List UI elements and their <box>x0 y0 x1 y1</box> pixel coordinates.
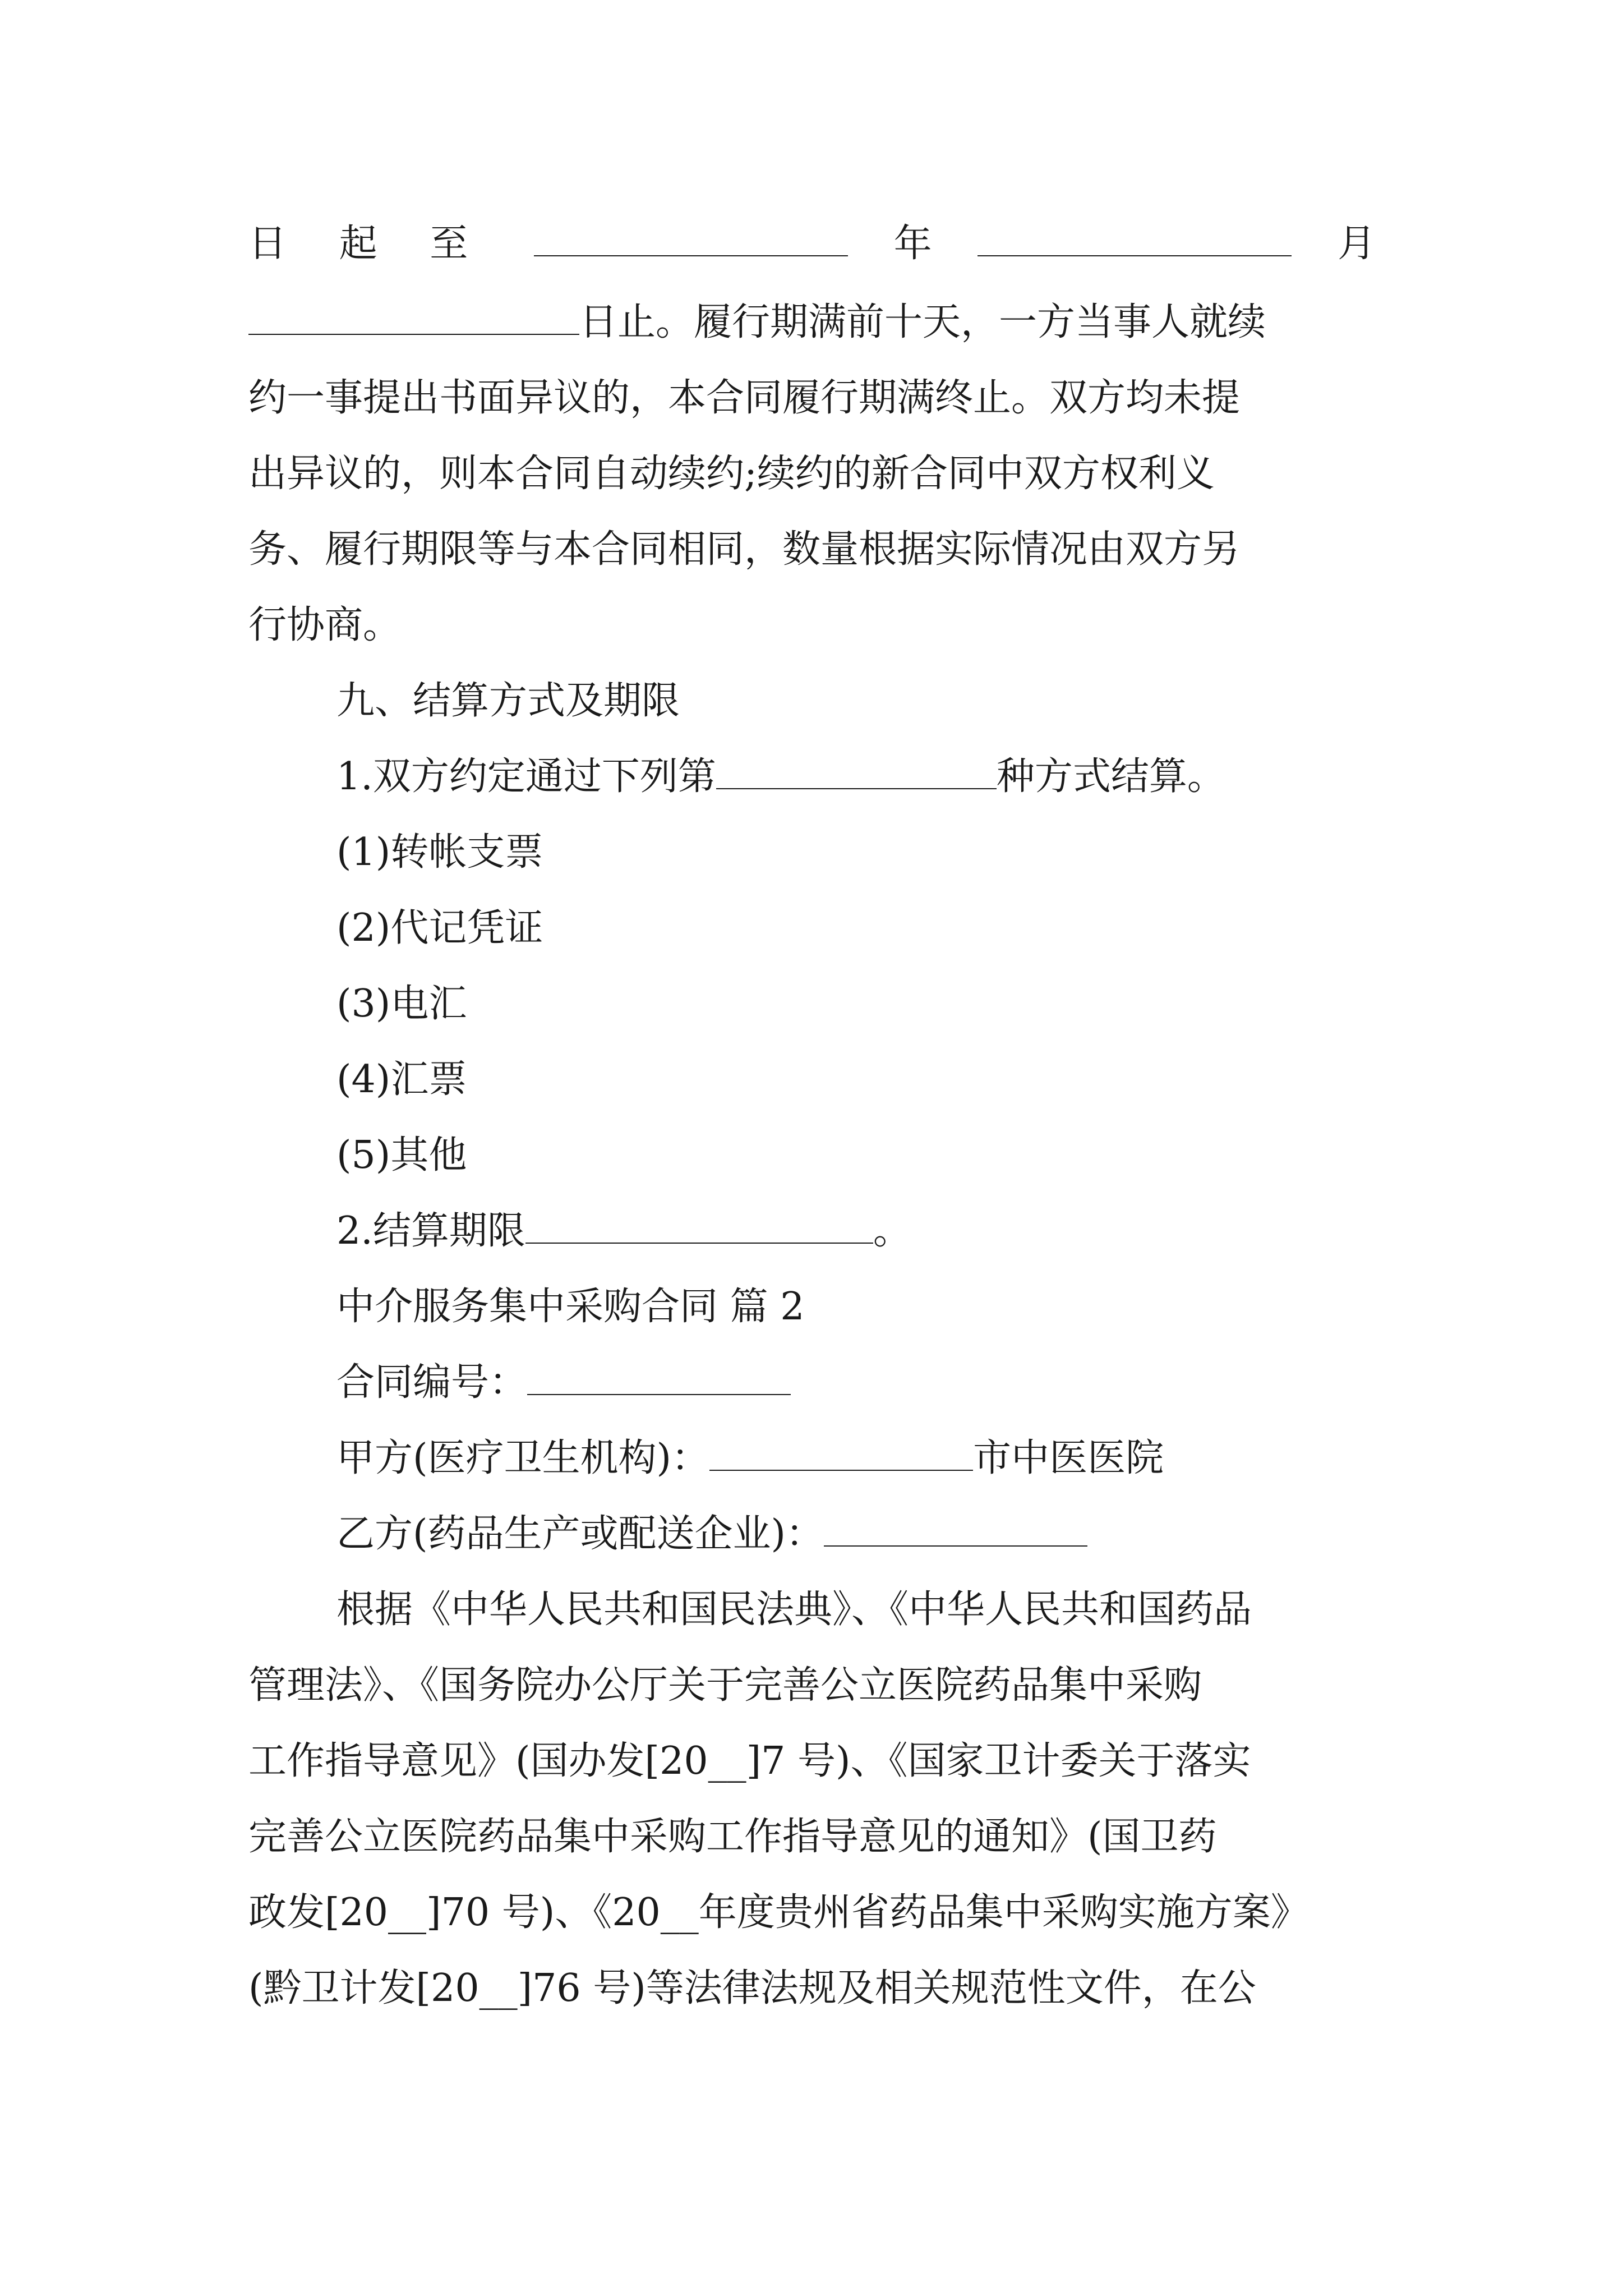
body-line: 务、履行期限等与本合同相同，数量根据实际情况由双方另 <box>248 527 1241 572</box>
option-item: (1)转帐支票 <box>336 830 543 875</box>
day-blank <box>248 300 579 335</box>
settlement-method-text: 1.双方约定通过下列第 <box>336 754 716 799</box>
body-line: 工作指导意见》(国办发[20__]7 号)、《国家卫计委关于落实 <box>248 1739 1251 1783</box>
contract-number-line <box>336 1355 1464 1411</box>
end-date-line <box>248 295 1376 351</box>
party-b-label: 乙方(药品生产或配送企业)： <box>336 1512 824 1556</box>
body-line: 约一事提出书面异议的，本合同履行期满终止。双方均未提 <box>248 376 1241 420</box>
party-a-blank <box>709 1436 973 1471</box>
settlement-method-line <box>336 749 1464 805</box>
party-b-line <box>336 1506 1464 1562</box>
year-blank <box>978 222 1292 256</box>
contract-number-blank <box>527 1360 791 1395</box>
settlement-period-text: 2.结算期限 <box>336 1209 525 1253</box>
body-line: 政发[20__]70 号)、《20__年度贵州省药品集中采购实施方案》 <box>248 1890 1309 1935</box>
body-line: 完善公立医院药品集中采购工作指导意见的通知》(国卫药 <box>248 1815 1217 1859</box>
body-line: 出异议的，则本合同自动续约;续约的新合同中双方权利义 <box>248 452 1215 496</box>
end-date-text: 日止。履行期满前十天，一方当事人就续 <box>579 300 1266 344</box>
settlement-period-suffix: 。 <box>873 1209 911 1253</box>
option-item: (5)其他 <box>336 1133 467 1177</box>
settlement-period-line <box>336 1203 1464 1259</box>
method-number-blank <box>716 754 997 789</box>
date-range-line <box>248 216 1376 272</box>
party-b-blank <box>824 1512 1087 1547</box>
date-start-blank <box>534 222 848 256</box>
option-item: (2)代记凭证 <box>336 906 543 950</box>
month-label: 月 <box>1337 222 1376 266</box>
body-line: 行协商。 <box>248 603 402 647</box>
option-item: (3)电汇 <box>336 982 467 1026</box>
option-item: (4)汇票 <box>336 1057 467 1102</box>
contract-title: 中介服务集中采购合同 篇 2 <box>336 1285 805 1329</box>
party-a-value: 市中医医院 <box>973 1436 1164 1480</box>
settlement-period-blank <box>525 1209 873 1244</box>
settlement-method-suffix: 种方式结算。 <box>996 754 1225 799</box>
date-from-label: 日 起 至 <box>248 222 488 266</box>
year-label: 年 <box>893 222 932 266</box>
body-line: (黔卫计发[20__]76 号)等法律法规及相关规范性文件，在公 <box>248 1966 1256 2010</box>
body-line: 根据《中华人民共和国民法典》、《中华人民共和国药品 <box>336 1588 1252 1632</box>
party-a-line <box>336 1430 1464 1487</box>
party-a-label: 甲方(医疗卫生机构)： <box>336 1436 710 1480</box>
contract-number-label: 合同编号： <box>336 1360 528 1405</box>
body-line: 管理法》、《国务院办公厅关于完善公立医院药品集中采购 <box>248 1663 1202 1708</box>
section-heading: 九、结算方式及期限 <box>336 679 680 723</box>
